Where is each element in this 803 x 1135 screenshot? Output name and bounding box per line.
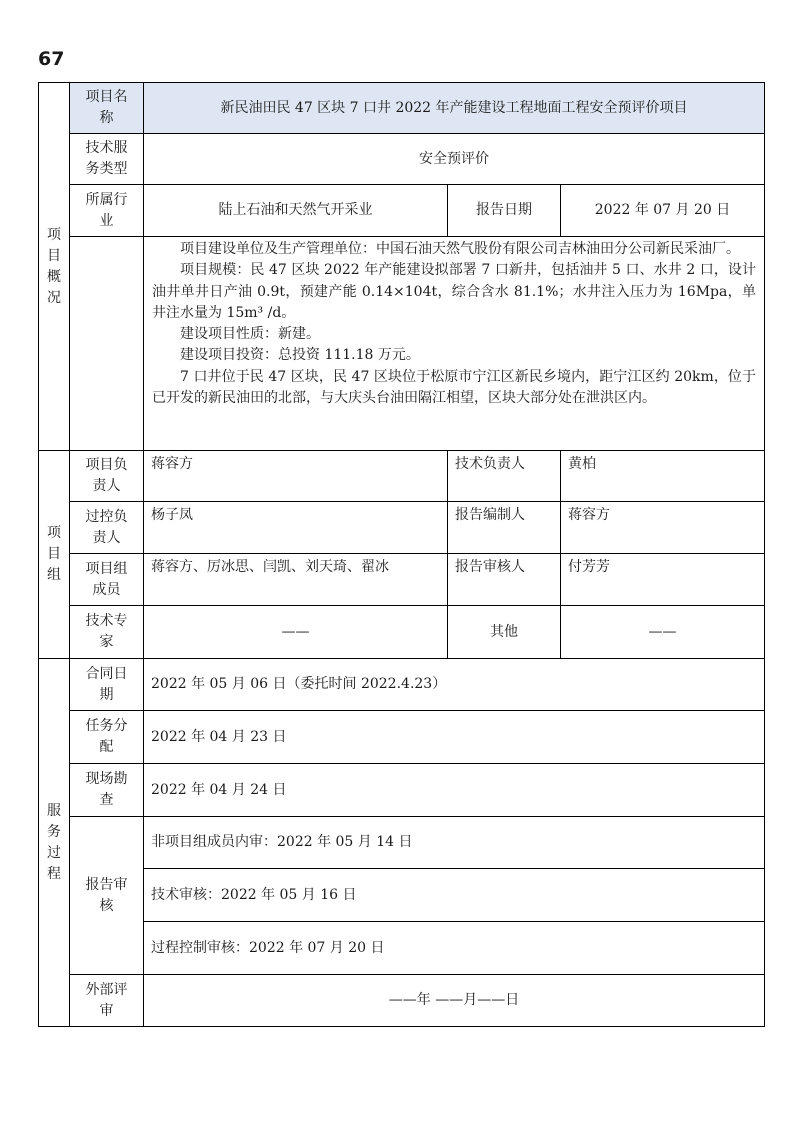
- site-survey-date: 2022 年 04 月 24 日: [144, 764, 765, 817]
- report-author: 蒋容方: [561, 502, 765, 554]
- process-section-label: 服 务 过 程: [39, 659, 70, 1027]
- contract-date: 2022 年 05 月 06 日（委托时间 2022.4.23）: [144, 659, 765, 711]
- project-leader-label: 项目负责人: [70, 451, 144, 502]
- description-paragraph: 建设项目投资：总投资 111.18 万元。: [180, 347, 420, 364]
- external-review-label: 外部评审: [70, 975, 144, 1027]
- process-leader: 杨子凤: [144, 502, 448, 554]
- report-review-label: 报告审核: [70, 817, 144, 975]
- service-type: 安全预评价: [144, 134, 765, 185]
- service-type-label: 技术服务类型: [70, 134, 144, 185]
- other-label: 其他: [448, 606, 561, 659]
- external-review-date: ——年 ——月——日: [144, 975, 765, 1027]
- assignment-date: 2022 年 04 月 23 日: [144, 711, 765, 764]
- project-name-label: 项目名称: [70, 83, 144, 134]
- industry-label: 所属行业: [70, 185, 144, 237]
- other-value: ——: [561, 606, 765, 659]
- tech-expert: ——: [144, 606, 448, 659]
- team-section-label: 项 目 组: [39, 451, 70, 659]
- overview-section-label: 项 目 概 况: [39, 83, 70, 451]
- report-date-label: 报告日期: [448, 185, 561, 237]
- project-name: 新民油田民 47 区块 7 口井 2022 年产能建设工程地面工程安全预评价项目: [144, 83, 765, 134]
- tech-leader-label: 技术负责人: [448, 451, 561, 502]
- tech-leader: 黄柏: [561, 451, 765, 502]
- members-label: 项目组成员: [70, 554, 144, 606]
- description-paragraph: 7 口井位于民 47 区块，民 47 区块位于松原市宁江区新民乡境内，距宁江区约 20km，位于已开发的新民油田的北部，与大庆头台油田隔江相望，区块大部分处在泄洪区内。: [152, 368, 757, 407]
- project-info-table: [38, 82, 765, 1027]
- site-survey-label: 现场勘查: [70, 764, 144, 817]
- description-paragraph: 建设项目性质：新建。: [180, 326, 320, 343]
- contract-date-label: 合同日期: [70, 659, 144, 711]
- process-control-review: 过程控制审核：2022 年 07 月 20 日: [144, 922, 765, 975]
- assignment-label: 任务分配: [70, 711, 144, 764]
- report-reviewer-label: 报告审核人: [448, 554, 561, 606]
- project-leader: 蒋容方: [144, 451, 448, 502]
- report-reviewer: 付芳芳: [561, 554, 765, 606]
- industry: 陆上石油和天然气开采业: [144, 185, 448, 237]
- description-label-empty: [70, 237, 144, 451]
- expert-label: 技术专家: [70, 606, 144, 659]
- process-leader-label: 过控负责人: [70, 502, 144, 554]
- internal-review: 非项目组成员内审：2022 年 05 月 14 日: [144, 817, 765, 869]
- description-paragraph: 项目建设单位及生产管理单位：中国石油天然气股份有限公司吉林油田分公司新民采油厂。: [180, 241, 740, 257]
- report-date: 2022 年 07 月 20 日: [561, 185, 765, 237]
- report-author-label: 报告编制人: [448, 502, 561, 554]
- description-paragraph: 项目规模：民 47 区块 2022 年产能建设拟部署 7 口新井，包括油井 5 口、水井 2 口，设计油井单井日产油 0.9t，预建产能 0.14×104t，综合含水 81.1%；水井注入压力为 16Mpa，单井注水量为 15m³ /d。: [152, 262, 757, 321]
- page-number: 67: [38, 48, 65, 70]
- team-members: 蒋容方、厉冰思、闫凯、刘天琦、翟冰: [144, 554, 448, 606]
- project-description: [144, 237, 765, 451]
- technical-review: 技术审核：2022 年 05 月 16 日: [144, 869, 765, 922]
